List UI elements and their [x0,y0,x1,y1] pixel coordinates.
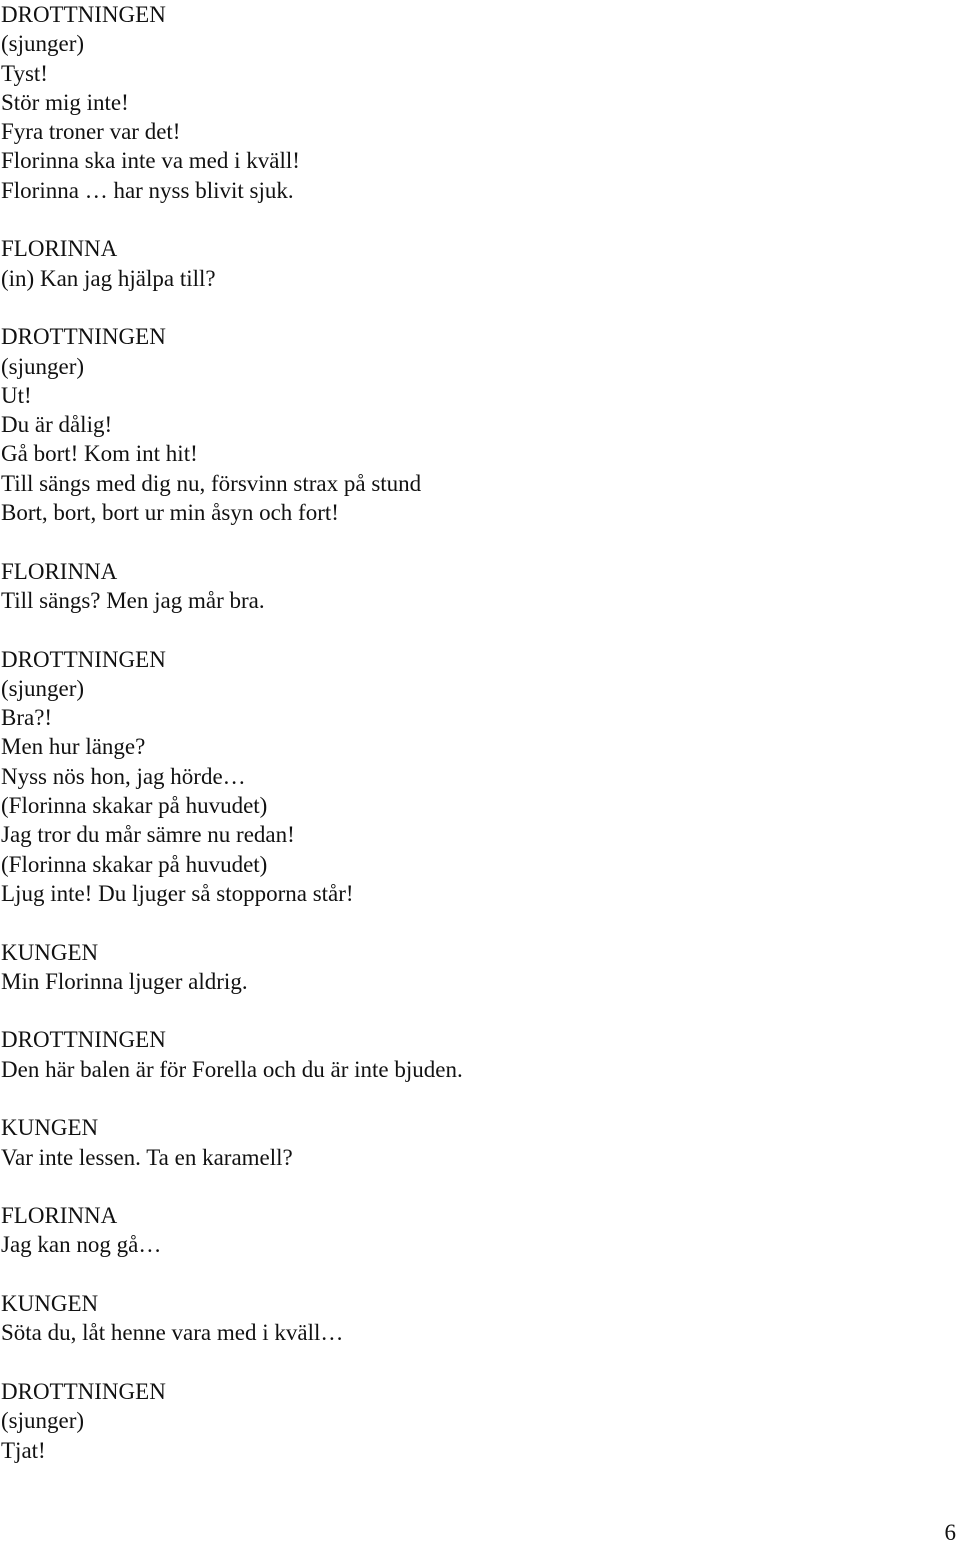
dialogue-line: Fyra troner var det! [1,119,181,145]
paragraph-gap [1,1172,941,1201]
dialogue-line: Nyss nös hon, jag hörde… [1,763,246,789]
script-text [1,0,941,1465]
paragraph-gap [1,1260,941,1289]
paragraph-gap [1,527,941,556]
dialogue-line: Jag kan nog gå… [1,1232,162,1258]
dialogue-line: Bra?! [1,705,53,731]
speaker-name: DROTTNINGEN [1,646,166,672]
dialogue-line: Till sängs med dig nu, försvinn strax på stund [1,470,422,496]
speaker-name: FLORINNA [1,558,118,584]
dialogue-line: Min Florinna ljuger aldrig. [1,968,248,994]
dialogue-line: Bort, bort, bort ur min åsyn och fort! [1,500,339,526]
speaker-name: DROTTNINGEN [1,1378,166,1404]
dialogue-line: Tjat! [1,1437,46,1463]
dialogue-line: Den här balen är för Forella och du är inte bjuden. [1,1056,463,1082]
paragraph-gap [1,293,941,322]
dialogue-line: Jag tror du mår sämre nu redan! [1,822,295,848]
paragraph-gap [1,615,941,644]
dialogue-line: Till sängs? Men jag mår bra. [1,587,265,613]
dialogue-line: Gå bort! Kom int hit! [1,441,198,467]
speaker-name: DROTTNINGEN [1,324,166,350]
dialogue-line: Ljug inte! Du ljuger så stopporna står! [1,880,354,906]
dialogue-line: Ut! [1,382,32,408]
stage-direction: (sjunger) [1,31,85,57]
dialogue-line: Du är dålig! [1,412,113,438]
stage-direction: (sjunger) [1,1408,85,1434]
speaker-name: KUNGEN [1,939,99,965]
stage-direction: (sjunger) [1,675,85,701]
speaker-name: FLORINNA [1,1203,118,1229]
paragraph-gap [1,1084,941,1113]
page-number: 6 [944,1520,956,1545]
speaker-name: KUNGEN [1,1115,99,1141]
dialogue-line: (in) Kan jag hjälpa till? [1,265,216,291]
paragraph-gap [1,908,941,937]
dialogue-line: Söta du, låt henne vara med i kväll… [1,1320,344,1346]
dialogue-line: Tyst! [1,60,48,86]
speaker-name: KUNGEN [1,1291,99,1317]
dialogue-line: Men hur länge? [1,734,146,760]
dialogue-line: Var inte lessen. Ta en karamell? [1,1144,293,1170]
paragraph-gap [1,996,941,1025]
speaker-name: FLORINNA [1,236,118,262]
paragraph-gap [1,1348,941,1377]
dialogue-line: Florinna … har nyss blivit sjuk. [1,177,294,203]
dialogue-line: Stör mig inte! [1,89,129,115]
stage-direction: (Florinna skakar på huvudet) [1,793,268,819]
stage-direction: (sjunger) [1,353,85,379]
paragraph-gap [1,205,941,234]
speaker-name: DROTTNINGEN [1,2,166,27]
stage-direction: (Florinna skakar på huvudet) [1,851,268,877]
dialogue-line: Florinna ska inte va med i kväll! [1,148,300,174]
speaker-name: DROTTNINGEN [1,1027,166,1053]
